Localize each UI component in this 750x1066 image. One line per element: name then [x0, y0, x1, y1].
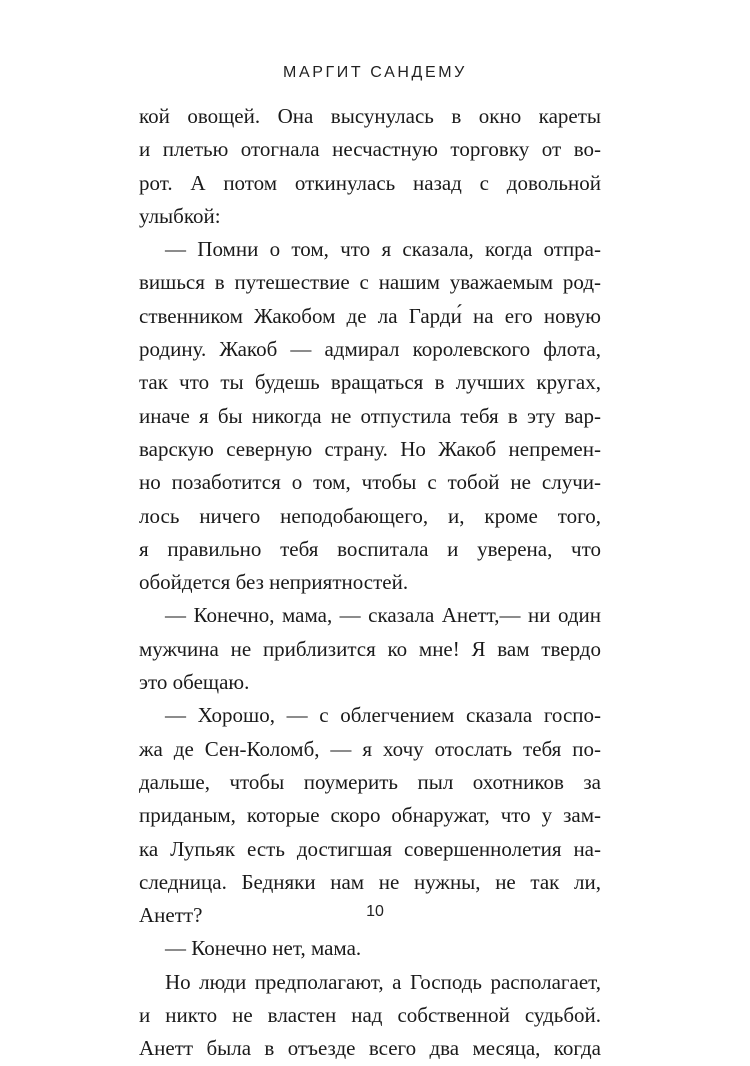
page-number: 10	[366, 903, 384, 920]
text-line: Анетт была в отъезде всего два месяца, когда	[139, 1036, 601, 1061]
text-line: вишься в путешествие с нашим уважаемым род-	[139, 270, 601, 295]
text-line: это обещаю.	[139, 670, 250, 695]
text-line: жа де Сен-Коломб, — я хочу отослать тебя по-	[139, 736, 601, 761]
text-line: ка Лупьяк есть достигшая совершеннолетия на-	[139, 836, 601, 861]
text-line: и никто не властен над собственной судьбой.	[139, 1003, 601, 1028]
text-line: иначе я бы никогда не отпустила тебя в эту вар-	[139, 403, 601, 428]
text-line: приданым, которые скоро обнаружат, что у зам-	[139, 803, 601, 828]
text-line: кой овощей. Она высунулась в окно кареты	[139, 104, 601, 128]
text-line: так что ты будешь вращаться в лучших кругах,	[139, 370, 601, 395]
text-line: Но люди предполагают, а Господь располагает,	[165, 969, 601, 994]
text-line: — Помни о том, что я сказала, когда отпра-	[165, 237, 601, 262]
text-line: дальше, чтобы поумерить пыл охотников за	[139, 769, 601, 794]
text-line: и плетью отогнала несчастную торговку от во-	[139, 137, 601, 162]
text-line: обойдется без неприятностей.	[139, 570, 409, 595]
text-line: я правильно тебя воспитала и уверена, что	[139, 536, 601, 561]
text-line: улыбкой:	[139, 203, 221, 228]
text-line: — Хорошо, — с облегчением сказала госпо-	[165, 703, 601, 728]
text-line: но позаботится о том, чтобы с тобой не случи-	[139, 470, 601, 495]
text-line: Анетт?	[139, 903, 203, 928]
text-line: мужчина не приблизится ко мне! Я вам твердо	[139, 636, 601, 661]
text-line: родину. Жакоб — адмирал королевского флота,	[139, 337, 601, 362]
text-line: — Конечно, мама, — сказала Анетт,— ни один	[165, 603, 601, 628]
text-line: ственником Жакобом де ла Гарди́ на его новую	[139, 303, 601, 328]
running-head-author: МАРГИТ САНДЕМУ	[283, 64, 467, 81]
text-line: лось ничего неподобающего, и, кроме того,	[139, 503, 601, 528]
text-line: рот. А потом откинулась назад с довольной	[139, 170, 601, 195]
text-line: — Конечно нет, мама.	[165, 936, 362, 961]
text-line: следница. Бедняки нам не нужны, не так ли,	[139, 869, 601, 894]
text-line: варскую северную страну. Но Жакоб непремен-	[139, 436, 601, 461]
